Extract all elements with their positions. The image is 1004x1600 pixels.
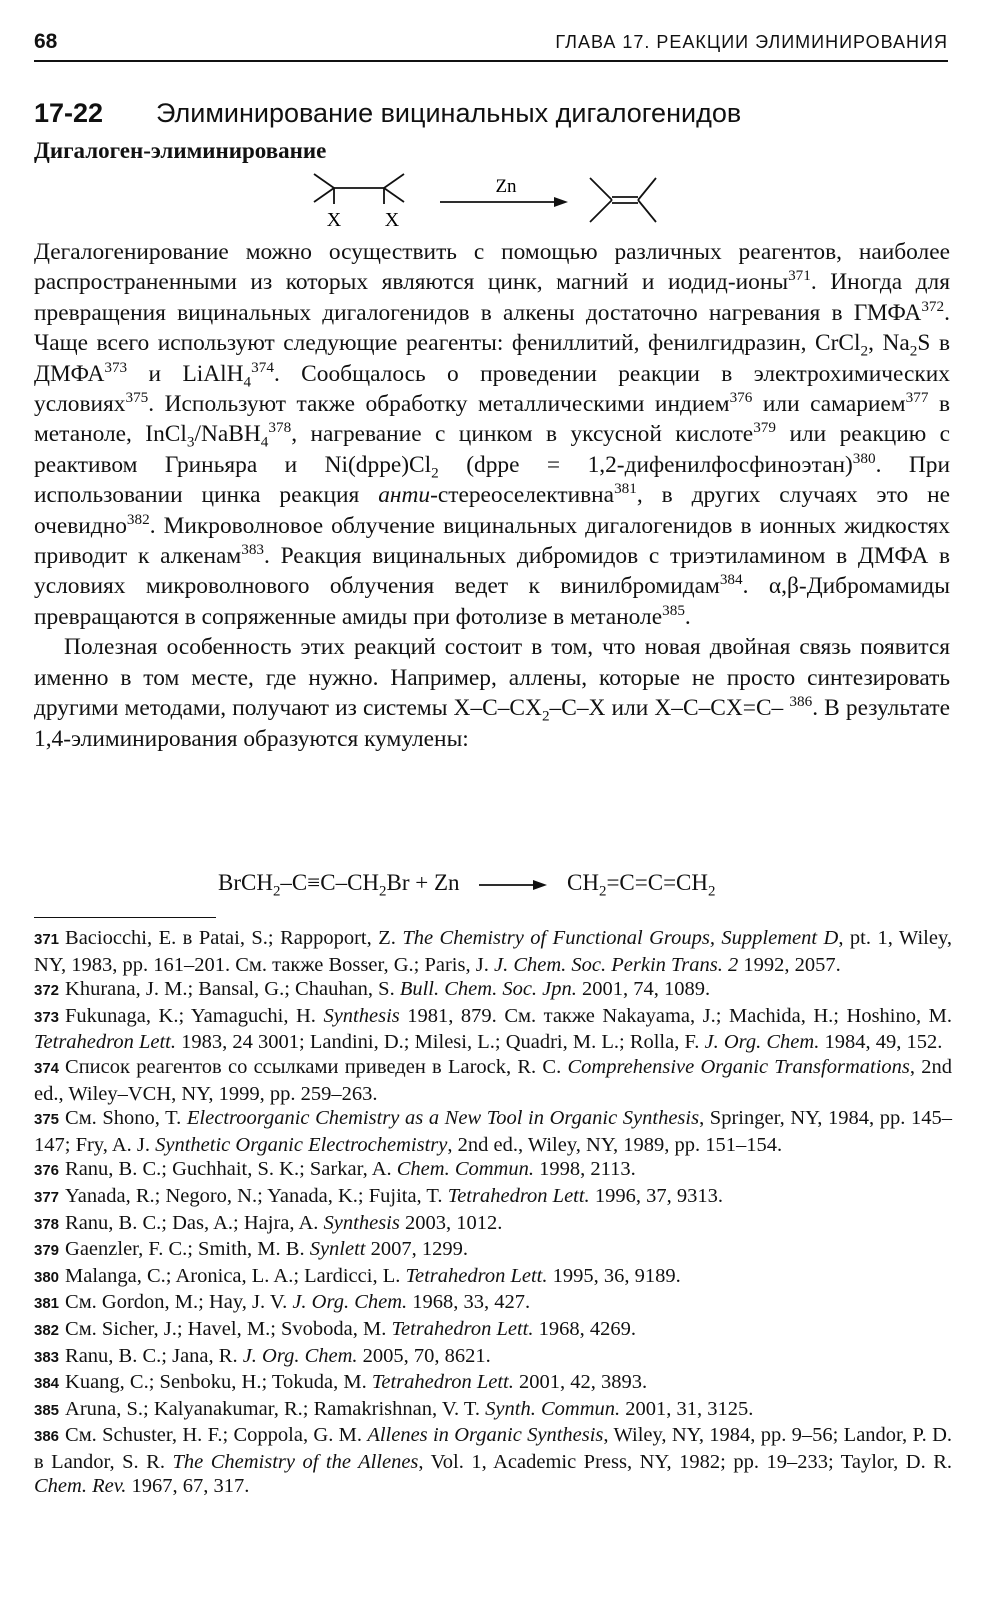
- footnote-item: 378 Ranu, B. C.; Das, A.; Hajra, A. Synthesis 2003, 1012.: [34, 1211, 503, 1234]
- equation-arrow: [477, 878, 549, 892]
- footnote-ref: 385: [662, 602, 685, 620]
- footnote-item: 377 Yanada, R.; Negoro, N.; Yanada, K.; Fujita, T. Tetrahedron Lett. 1996, 37, 9313.: [34, 1184, 723, 1207]
- section-number: 17-22: [34, 98, 104, 128]
- footnote-ref: 383: [241, 541, 265, 559]
- footnote-number: 375: [34, 1111, 60, 1129]
- footnote-rule: [34, 917, 216, 918]
- footnote-item: 379 Gaenzler, F. C.; Smith, M. B. Synlett 2007, 1299.: [34, 1238, 468, 1261]
- running-header: [34, 26, 948, 62]
- footnote-item: 385 Aruna, S.; Kalyanakumar, R.; Ramakrishnan, V. T. Synth. Commun. 2001, 31, 3125.: [34, 1397, 754, 1420]
- chapter-title: ГЛАВА 17. РЕАКЦИИ ЭЛИМИНИРОВАНИЯ: [555, 32, 948, 52]
- footnote-ref: 372: [921, 298, 945, 316]
- footnote-ref: 376: [729, 389, 753, 407]
- vicinal-dihalide-structure: [314, 174, 404, 204]
- footnote-number: 380: [34, 1268, 60, 1286]
- footnote-item: 386 См. Schuster, H. F.; Coppola, G. M. Allenes in Organic Synthesis, Wiley, NY, 1984, pp. 9–56; Landor, P. D. в Landor, S. R. The Chemistry of the Allenes, Vol. 1, Academic Press, NY, 1982; pp. 19–233; Taylor, D. R. Chem. Rev. 1967, 67, 317.: [34, 1424, 952, 1498]
- footnote-number: 371: [34, 931, 60, 948]
- equation-product: $CH_2=C=C=CH_2$: [567, 870, 716, 900]
- footnote-ref: 374: [251, 358, 274, 376]
- footnote-number: 376: [34, 1162, 60, 1180]
- cumulene-equation: [218, 870, 716, 900]
- footnote-item: 383 Ranu, B. C.; Jana, R. J. Org. Chem. 2005, 70, 8621.: [34, 1344, 491, 1367]
- footnotes: [34, 926, 952, 1499]
- footnote-ref: 381: [614, 480, 637, 498]
- footnote-item: 375 См. Shono, T. Electroorganic Chemistry as a New Tool in Organic Synthesis, Springer, NY, 1984, pp. 145–147; Fry, A. J. Synthetic Organic Electrochemistry, 2nd ed., Wiley, NY, 1989, pp. 151–154.: [34, 1107, 952, 1156]
- footnote-ref: 375: [125, 389, 149, 407]
- footnote-item: 374 Список реагентов со ссылками приведен в Larock, R. C. Comprehensive Organic Transformations, 2nd ed., Wiley–VCH, NY, 1999, pp. 259–263.: [34, 1055, 953, 1105]
- footnote-number: 384: [34, 1375, 60, 1393]
- footnote-item: 384 Kuang, C.; Senboku, H.; Tokuda, M. Tetrahedron Lett. 2001, 42, 3893.: [34, 1371, 648, 1394]
- footnote-number: 372: [34, 982, 60, 1000]
- section-heading: [34, 98, 741, 129]
- alkene-structure: [590, 178, 656, 222]
- halogen-x1: X: [326, 209, 342, 231]
- footnote-number: 379: [34, 1242, 60, 1260]
- footnote-number: 386: [34, 1428, 60, 1446]
- footnote-ref: 379: [753, 419, 777, 437]
- equation-reactants: $BrCH_2-C\equiv C-CH_2Br + Zn$: [218, 870, 460, 900]
- footnote-number: 382: [34, 1321, 60, 1339]
- halogen-x2: X: [384, 209, 400, 231]
- footnote-number: 383: [34, 1348, 60, 1366]
- reaction-scheme: [300, 170, 680, 232]
- footnote-ref: 382: [126, 510, 150, 528]
- page-number: 68: [34, 30, 58, 53]
- footnote-item: 381 См. Gordon, M.; Hay, J. V. J. Org. Chem. 1968, 33, 427.: [34, 1291, 531, 1314]
- footnote-number: 377: [34, 1188, 60, 1206]
- paragraph-1: Дегалогенирование можно осуществить с помощью различных реагентов, наиболее распространенными из которых являются цинк, магний и иодид-ионы$^{371}$. Иногда для превращения вицинальных дигалогенидов в алкены достаточно нагревания в ГМФА$^{372}$. Чаще всего используют следующие реагенты: фениллитий, фенилгидразин, CrCl$_2$, $Na_2S$ в ДМФА$^{373}$ и LiAlH$_4^{374}$. Сообщалось о проведении реакции в электрохимических условиях$^{375}$. Используют также обработку металлическими индием$^{376}$ или самарием$^{377}$ в метаноле, InCl$_3$/NaBH$_4^{378}$, нагревание с цинком в уксусной кислоте$^{379}$ или реакцию с реактивом Гриньяра и $Ni(dppe)Cl_2$ (dppe = 1,2-дифенилфосфиноэтан)$^{380}$. При использовании цинка реакция анти-стереоселективна$^{381}$, в других случаях это не очевидно$^{382}$. Микроволновое облучение вицинальных дигалогенидов в ионных жидкостях приводит к алкенам$^{383}$. Реакция вицинальных дибромидов с триэтиламином в ДМФА в условиях микроволнового облучения ведет к винилбромидам$^{384}$. α,β-Дибромамиды превращаются в сопряженные амиды при фотолизе в метаноле$^{385}$.: [34, 239, 950, 630]
- footnote-number: 374: [34, 1059, 60, 1077]
- section-title: Элиминирование вицинальных дигалогенидов: [156, 98, 742, 128]
- footnote-ref: 386: [789, 693, 813, 711]
- body-text: [34, 237, 950, 754]
- footnote-ref: 373: [104, 358, 128, 376]
- footnote-ref: 384: [719, 571, 743, 589]
- reaction-arrow: [440, 197, 568, 207]
- footnote-number: 373: [34, 1008, 60, 1026]
- footnote-item: 371 Baciocchi, E. в Patai, S.; Rappoport, Z. The Chemistry of Functional Groups, Supplement D, pt. 1, Wiley, NY, 1983, pp. 161–201. См. также Bosser, G.; Paris, J. J. Chem. Soc. Perkin Trans. 2 1992, 2057.: [34, 927, 952, 976]
- reagent-label: Zn: [495, 176, 517, 197]
- footnote-item: 376 Ranu, B. C.; Guchhait, S. K.; Sarkar, A. Chem. Commun. 1998, 2113.: [34, 1158, 636, 1181]
- footnote-number: 381: [34, 1295, 60, 1313]
- footnote-number: 378: [34, 1215, 60, 1233]
- footnote-number: 385: [34, 1401, 60, 1419]
- footnote-ref: 371: [788, 267, 811, 285]
- footnote-item: 372 Khurana, J. M.; Bansal, G.; Chauhan, S. Bull. Chem. Soc. Jpn. 2001, 74, 1089.: [34, 978, 711, 1001]
- footnote-ref: 378: [268, 419, 292, 437]
- paragraph-2: Полезная особенность этих реакций состоит в том, что новая двойная связь появится именно в том месте, где нужно. Например, аллены, которые не просто синтезировать другими методами, получают из системы $X-C-CX_2-C-X$ или X–C–CX=C– $^{386}$. В результате 1,4-элиминирования образуются кумулены:: [34, 634, 950, 752]
- footnote-ref: 380: [852, 450, 876, 468]
- footnote-item: 380 Malanga, C.; Aronica, L. A.; Lardicci, L. Tetrahedron Lett. 1995, 36, 9189.: [34, 1264, 681, 1287]
- footnote-item: 382 См. Sicher, J.; Havel, M.; Svoboda, M. Tetrahedron Lett. 1968, 4269.: [34, 1317, 636, 1340]
- footnote-item: 373 Fukunaga, K.; Yamaguchi, H. Synthesis 1981, 879. См. также Nakayama, J.; Machida, H.; Hoshino, M. Tetrahedron Lett. 1983, 24 3001; Landini, D.; Milesi, L.; Quadri, M. L.; Rolla, F. J. Org. Chem. 1984, 49, 152.: [34, 1004, 952, 1054]
- footnote-ref: 377: [905, 389, 929, 407]
- section-subtitle: Дигалоген-элиминирование: [34, 138, 327, 163]
